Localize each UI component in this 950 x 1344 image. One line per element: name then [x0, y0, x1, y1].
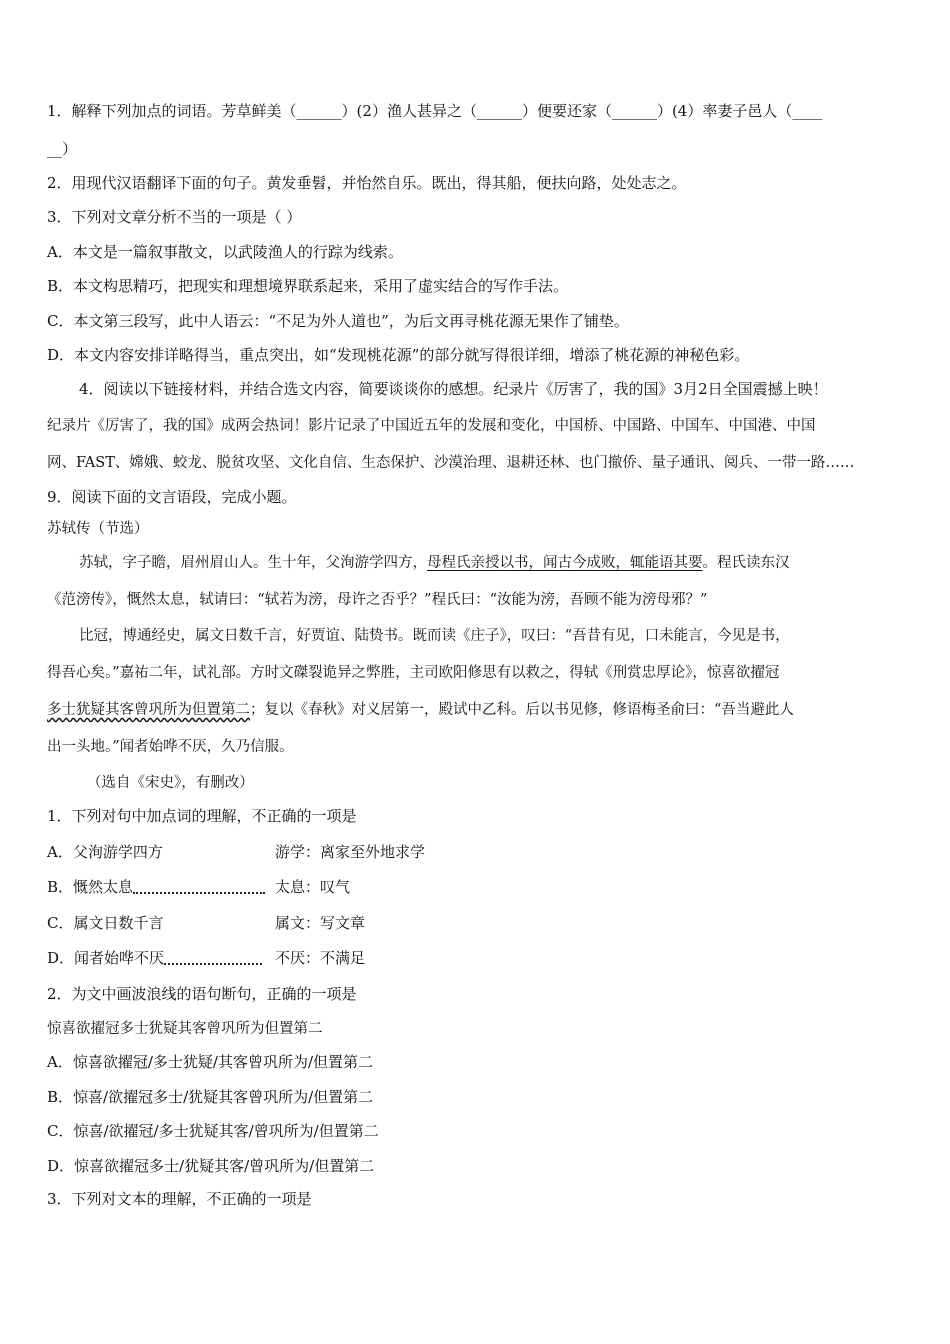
- sub2-option-c: C．惊喜/欲擢冠/多士犹疑其客/曾巩所为/但置第二: [47, 1122, 379, 1140]
- passage-p1-line2: 《范滂传》，慨然太息，轼请曰：“轼若为滂，母许之否乎？”程氏曰：“汝能为滂，吾顾不能为滂母邪？”: [47, 592, 708, 608]
- q4-line1: 4．阅读以下链接材料，并结合选文内容，简要谈谈你的感想。纪录片《厉害了，我的国》3月2日全国震撼上映！: [79, 380, 828, 398]
- underlined-sentence: 母程氏亲授以书，闻古今成败，辄能语其要: [427, 555, 703, 571]
- q4-line2: 纪录片《厉害了，我的国》成两会热词！影片记录了中国近五年的发展和变化，中国桥、中国路、中国车、中国港、中国: [47, 418, 816, 434]
- sub1-stem: 1．下列对句中加点词的理解，不正确的一项是: [47, 807, 357, 825]
- passage-p1-text-a: 苏轼，字子瞻，眉州眉山人。生十年，父洵游学四方，: [79, 555, 427, 571]
- sub1-option-b-text: B．慨然太息: [47, 878, 134, 896]
- sub1-option-b-gloss: 太息：叹气: [275, 878, 351, 896]
- sub2-option-d: D．惊喜欲擢冠多士/犹疑其客/曾巩所为/但置第二: [47, 1157, 375, 1175]
- sub2-sentence: 惊喜欲擢冠多士犹疑其客曾巩所为但置第二: [47, 1021, 323, 1037]
- sub1-option-c-gloss: 属文：写文章: [275, 914, 366, 932]
- sub1-option-a-gloss: 游学：离家至外地求学: [275, 843, 426, 861]
- passage-p2-line2: 得吾心矣。”嘉祐二年，试礼部。方时文磔裂诡异之弊胜，主司欧阳修思有以救之，得轼《刑赏忠厚论》，惊喜欲擢冠: [47, 665, 780, 681]
- q3-option-c: C．本文第三段写，此中人语云：“不足为外人道也”，为后文再寻桃花源无果作了铺垫。: [47, 312, 629, 330]
- sub1-option-c: C．属文日数千言: [47, 914, 164, 932]
- passage-p1-text-b: 。程氏读东汉: [702, 555, 790, 571]
- q3-option-d: D．本文内容安排详略得当，重点突出，如“发现桃花源”的部分就写得很详细，增添了桃花源的神秘色彩。: [47, 346, 750, 364]
- sub1-option-b: [47, 877, 265, 897]
- q1-line1: 1．解释下列加点的词语。芳草鲜美（______）(2）渔人甚异之（______）便要还家（______）(4）率妻子邑人（____: [47, 102, 823, 120]
- q3-option-b: B．本文构思精巧，把现实和理想境界联系起来，采用了虚实结合的写作手法。: [47, 277, 569, 295]
- passage-title: 苏轼传（节选）: [47, 521, 149, 537]
- dotted-leader: [133, 892, 265, 894]
- sub1-option-d-gloss: 不厌：不满足: [275, 949, 366, 967]
- q1-line2: __）: [47, 140, 78, 158]
- sub1-option-a: A．父洵游学四方: [47, 843, 163, 861]
- sub3-stem: 3．下列对文本的理解，不正确的一项是: [47, 1190, 312, 1208]
- q2-text: 2．用现代汉语翻译下面的句子。黄发垂髫，并怡然自乐。既出，得其船，便扶向路，处处志之。: [47, 174, 687, 192]
- sub1-option-d-text: D．闻者始哗不厌: [47, 949, 165, 967]
- passage-p1-line1: [79, 553, 790, 573]
- sub1-option-d: [47, 948, 262, 968]
- passage-source: （选自《宋史》，有删改）: [87, 775, 254, 791]
- sub2-option-b: B．惊喜/欲擢冠多士/犹疑其客曾巩所为/但置第二: [47, 1088, 374, 1106]
- passage-p2-line3: [47, 700, 794, 720]
- dotted-leader: [164, 963, 262, 965]
- passage-p2-line3-rest: ；复以《春秋》对义居第一，殿试中乙科。后以书见修，修语梅圣俞曰：“吾当避此人: [250, 702, 794, 718]
- passage-p2-line4: 出一头地。”闻者始哗不厌，久乃信服。: [47, 739, 294, 755]
- q9-intro: 9．阅读下面的文言语段，完成小题。: [47, 488, 297, 506]
- sub2-option-a: A．惊喜欲擢冠/多士犹疑/其客曾巩所为/但置第二: [47, 1053, 373, 1071]
- wavy-underlined-sentence: 多士犹疑其客曾巩所为但置第二: [47, 702, 250, 718]
- passage-p2-line1: 比冠，博通经史，属文日数千言，好贾谊、陆贽书。既而读《庄子》，叹曰：“吾昔有见，口未能言，今见是书，: [79, 628, 790, 644]
- q4-line3: 网、FAST、嫦娥、蛟龙、脱贫攻坚、文化自信、生态保护、沙漠治理、退耕还林、也门撤侨、量子通讯、阅兵、一带一路……: [47, 455, 855, 471]
- sub2-stem: 2．为文中画波浪线的语句断句，正确的一项是: [47, 985, 357, 1003]
- q3-option-a: A．本文是一篇叙事散文，以武陵渔人的行踪为线索。: [47, 243, 403, 261]
- q3-stem: 3．下列对文章分析不当的一项是（ ）: [47, 208, 302, 226]
